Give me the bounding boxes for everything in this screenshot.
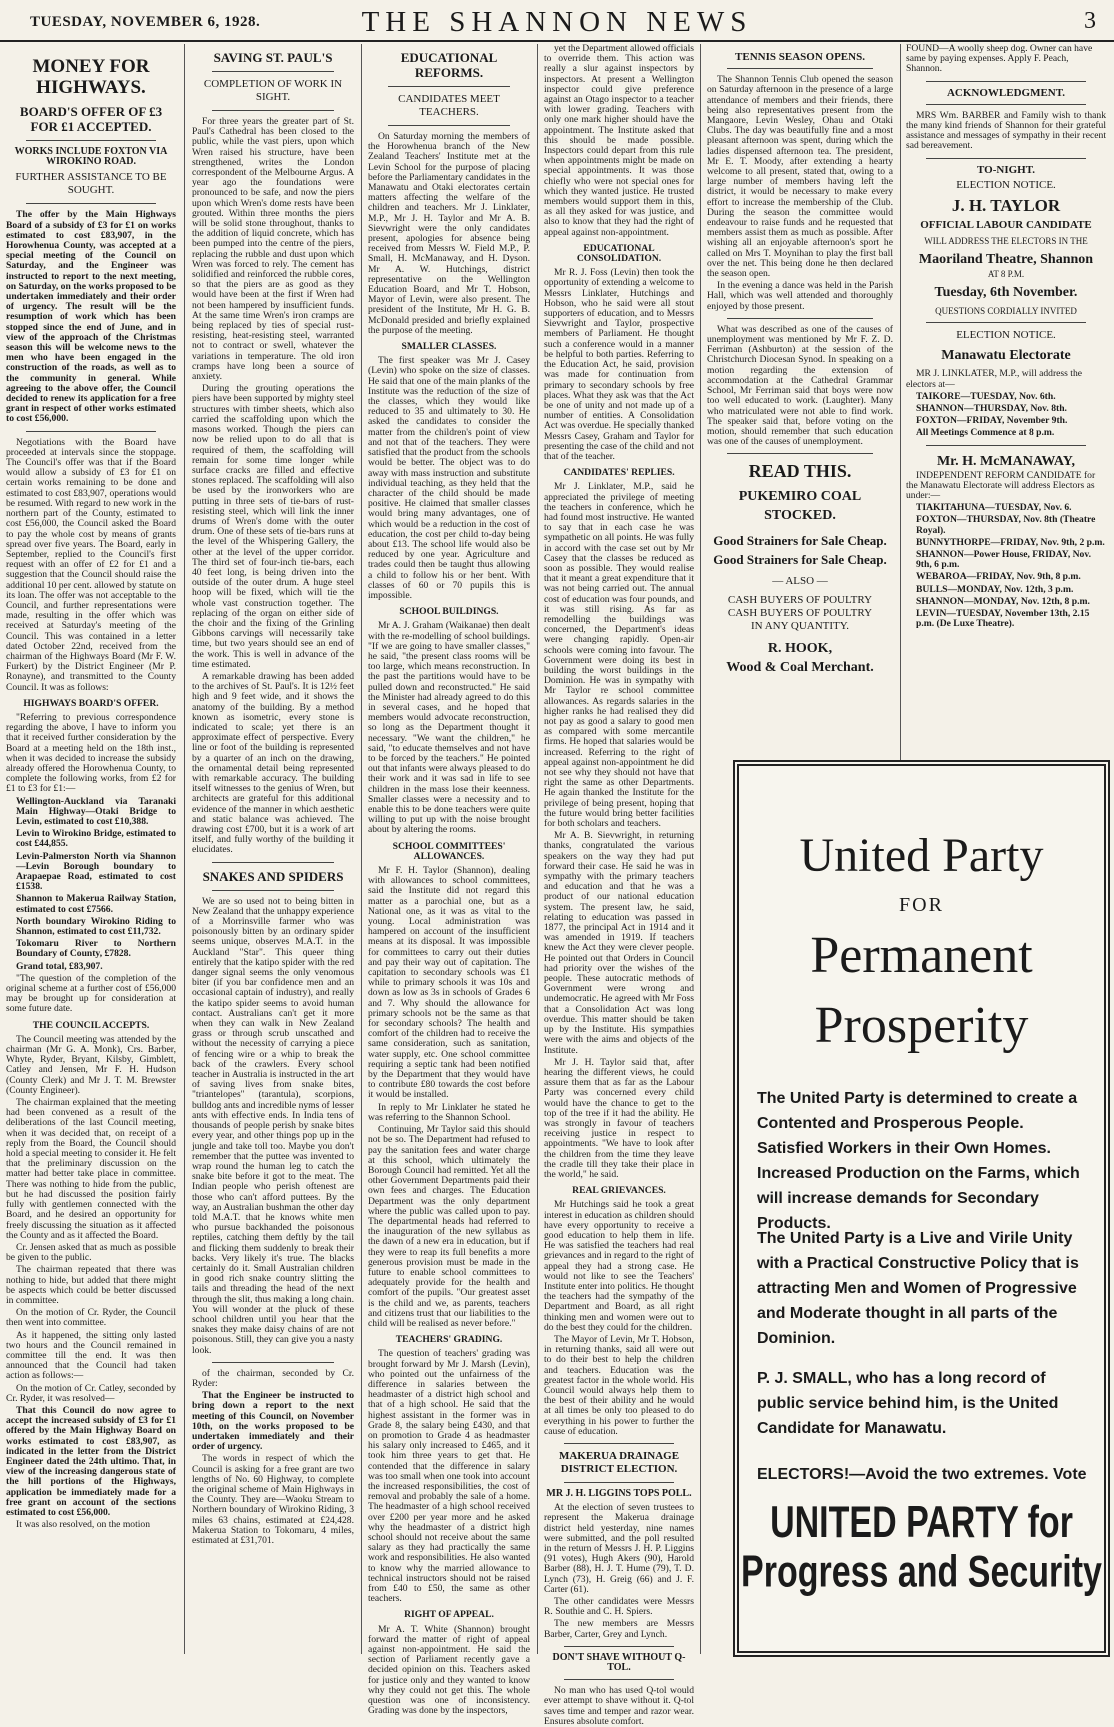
ad-line: QUESTIONS CORDIALLY INVITED <box>935 306 1077 317</box>
paragraph: On Saturday morning the members of the Horowhenua branch of the New Zealand Teachers' Institute met at the Levin School for the purpose of placing before the Parliamentary candidates in the Manawatu and Otaki electorates certain matters affecting the welfare of the children and teachers. Mr J. Linklater, M.P., Mr J. H. Taylor and Mr A. B. Sievwright were the only candidates present, apologies for absence being received from Messrs W. Field M.P., P. Small, H. McManaway, and H. Dyson. Mr A. W. Hutchings, district representative on the Wellington Education Board, and Mr T. Hobson, Mayor of Levin, were also present. The president of the Institute, Mr H. G. B. McDonald presided and briefly explained the purpose of the meeting. <box>368 131 530 336</box>
paragraph: During the grouting operations the piers have been supported by mighty steel structures with timber sheets, which also carried the scaffolding upon which the masons worked. Though the piers can now be relied upon to do all that is required of them, the scaffolding will remain for some time longer while surface cracks are filled and effective stones replaced. The scaffolding will also be used by the ironworkers who are putting in three sets of tie-bars of rust-resisting steel, which will link the inner drums of Wren's dome with the outer drum. One of these sets of tie-bars runs at the level of the Whispering Gallery, the other at the level of the upper corridor. The third set of four-inch tie-bars, each 40 feet long, is being driven into the outside of the outer drum. A huge steel hoop will be fixed, which will tie the whole vast construction together. The replacing of the organ on either side of the choir and the fixing of the Grinling Gibbons carvings will necessarily take time, but two years should see an end of the work. This is well in advance of the time estimated. <box>192 383 354 670</box>
paragraph: Cr. Jensen asked that as much as possible be given to the public. <box>6 1241 176 1264</box>
masthead <box>0 0 1114 42</box>
section-heading: TEACHERS' GRADING. <box>395 1334 503 1346</box>
paragraph: No man who has used Q-tol would ever attempt to shave without it. Q-tol saves time and temper and razor wear. Ensures absolute comfort. <box>544 1685 694 1727</box>
paragraph: The question of teachers' grading was brought forward by Mr J. Marsh (Levin), who pointed out the unfairness of the difference in salaries between the headmaster of a district high school and that of a high school. He said that the highest assistant in the former was in Grade 8, the salary being £430, and that on promotion to Grade 4 as headmaster his salary only increased to £465, and it took him three years to get that. He contended that the difference in salary was too small when one took into account the increased responsibilities, the cost of removal and probably the sale of a home. The headmaster of a high school received over £200 per year more and he asked why the headmaster of a district high school should not receive about the same salary as they had practically the same work and responsibilities. He also wanted to know why the married allowance to technical instructors should not be raised from £40 to £50, the same as other teachers. <box>368 1348 530 1605</box>
column-tennis-and-ads <box>707 44 893 754</box>
ad-line: WILL ADDRESS THE ELECTORS IN THE <box>924 235 1088 246</box>
paragraph: The chairman explained that the meeting had been convened as a result of the deliberations of the last Council meeting, when it was decided that, on receipt of a reply from the Board, the Council should hold a special meeting to consider it. He felt that the preliminary discussion on the matter had better take place in committee. There was nothing to hide from the public, but he had discussed the position fairly fully with gentlemen connected with the Board, and he desired an opportunity for freely discussing the situation as it affected the County and as it affected the Board. <box>6 1097 176 1241</box>
ad-line: CASH BUYERS OF POULTRY <box>727 607 873 620</box>
ad-line: ELECTION NOTICE. <box>956 178 1056 191</box>
paragraph: Mr A. T. White (Shannon) brought forward the matter of right of appeal against non-appointment. He said the section of Parliament recently gave a decided opinion on this. Teachers asked for justice only and they wanted to know why they could not get this. The whole question was one of inconsistency. Grading was done by the inspectors, <box>368 1623 530 1717</box>
ack-notice: MRS Wm. BARBER and Family wish to thank the many kind friends of Shannon for their grateful assistance and messages of sympathy in their recent sad bereavement. <box>906 109 1106 152</box>
advertisement-taylor <box>906 165 1106 317</box>
column-notices <box>906 44 1106 754</box>
subhead: BOARD'S OFFER OF £3 FOR £1 ACCEPTED. <box>19 104 163 134</box>
section-heading: THE COUNCIL ACCEPTS. <box>32 1019 150 1031</box>
paragraph: Mr A. J. Graham (Waikanae) then dealt with the re-modelling of school buildings. "If we are going to have smaller classes," he said, "the present class rooms will be too large, which means reconstruction. In the past the partitions would have to be pulled down and reconstructed." He said the Minister had already agreed to do this in several cases, and he hoped that members would advocate reconstruction, so long as the Department thought it necessary. "We want the children," he said, "to educate themselves and not have to be forced by the teachers." He pointed out that infants were always pleased to do their work and it was sad in life to see children in the mass lose their keenness. Smaller classes were a necessity and to enable this to be done teachers were quite willing to put up with the noise brought about by altering the rooms. <box>368 620 530 836</box>
ad-line: — ALSO — <box>772 575 828 588</box>
ad-line: Wood & Coal Merchant. <box>726 660 874 676</box>
headline: TENNIS SEASON OPENS. <box>735 51 865 63</box>
ad-line: MR J. LINKLATER, M.P., will address the electors at— <box>906 368 1083 390</box>
section-heading: SCHOOL BUILDINGS. <box>399 606 499 618</box>
ad-line: Good Strainers for Sale Cheap. <box>713 533 887 549</box>
list-item: Wellington-Auckland via Taranaki Main Highway—Otaki Bridge to Levin, estimated to cost £10,388. <box>16 795 176 827</box>
paragraph: Continuing, Mr Taylor said this should not be so. The Department had refused to pay the sanitation fees and water charge at this school, which ultimately the Borough Council had remitted. Yet all the other Government Departments paid their own fees and charges. The Education Department was the only department where the public was called upon to pay. The departmental heads had referred to the inauguration of the new syllabus as the dawn of a new era in education, but if they were to reap its full benefits a more generous provision must be made in the future to enable school committees to adequately provide for the health and comfort of the pupils. "Our greatest asset is the child and we, as parents, teachers and citizens trust that our liabilities to the child will be realised as never before." <box>368 1124 530 1329</box>
paragraph: The Shannon Tennis Club opened the season on Saturday afternoon in the presence of a large attendance of members and their friends, there being also representatives present from the Mangaore, Levin Wesley, Ohau and Otaki Clubs. The day was beautifully fine and a most pleasant afternoon was spent, during which the ladies dispensed afternoon tea. The president, Mr E. T. Moody, after extending a hearty welcome to all present, stated that, owing to a large number of members having left the district, it would be necessary to make every effort to increase the membership of the Club. During the season the committee would endeavour to raise funds and he requested that members assist them as much as possible. After wishing all an enjoyable afternoon's sport he called on Mrs T. Moynihan to play the first ball over the net. This being done he then declared the season open. <box>707 74 893 280</box>
headline: SNAKES AND SPIDERS <box>202 868 344 884</box>
paragraph: What was described as one of the causes of unemployment was mentioned by Mr F. Z. D. Ferriman (Ashburton) at the session of the Christchurch Diocesan Synod. In speaking on a motion regarding the extension of accommodation at the Cathedral Grammar School, Mr Ferriman said that boys were now too well educated to work. (Laughter). Many who matriculated were not able to find work. The speaker said that, before voting on the motion, should remember that such education was one of the causes of unemployment. <box>707 323 893 448</box>
list-item: Grand total, £83,907. <box>16 960 103 972</box>
ad-paragraph: The United Party is determined to create a Contented and Prosperous People. Satisfied Workers in their Own Homes. Increased Production on the Farms, which will increase demands for Secondary Products. <box>757 1090 1080 1232</box>
list-item: Levin-Palmerston North via Shannon—Levin Borough boundary to Arapaepae Road, estimated to cost £1538. <box>16 850 176 893</box>
paragraph: Mr R. J. Foss (Levin) then took the opportunity of extending a welcome to Messrs Linklater, Hutchings and Hobson, who he said were all stout supporters of education, and to Messrs Sievwright and Taylor, prospective members of Parliament. He thought such a conference would in a manner be helpful to both parties. Referring to the Education Act, he said, provision was made for continuation from primary to secondary schools by free places. What they ask was that the Act be one of unity and not made up of a number of entities. A Consolidation Act was overdue. He specially thanked Messrs Casey, Graham and Taylor for presenting the case of the child and not that of the teacher. <box>544 267 694 462</box>
paragraph: We are so used not to being bitten in New Zealand that the unhappy experience of a Morrinsville farmer who was poisonously bitten by an ordinary spider seems unique, observes M.A.T. in the Auckland "Star". This queer thing entirely that the katipo spider with the red danger signal seems the only venomous biter (if you bar confidence men and an occasional captain of industry), and really the katipo spider seems to avoid human contact. Australians can't get it more when they can walk in New Zealand grass or through scrub unscathed and without the necessity of carrying a piece of fencing wire or a whip to break the back of the crawlers. Every school teacher in Australia is instructed in the art of saving lives from snake bites, "triantelopes" (tarantula), scorpions, bulldog ants and incredible nyms of lesser ants with effective ends. In India tens of thousands of people perish by snake bites every year, and other things pop up in the jungle and take toll too. Maybe you don't remember that the puttee was invented to wrap round the human leg to catch the snake bite before it got to the meat. The Indian people who perish oftenest are those who can't afford puttees. By the way, an Australian bushman the other day told M.A.T. that he knows white men who pursue backhanded the poisonous reptiles, catching them deftly by the tail and flicking them suddenly to break their backs. Very likely it's true. The blacks certainly do it. Small Australian children in good rich snake country slitting the tails and threading the head of the next through the slit, thus making a long chain. You will wonder at the pluck of these school children until you hear that the snakes they make daisy chains of are not poisonous. Still, they can give you a nasty look. <box>192 895 354 1356</box>
paragraph: yet the Department allowed officials to override them. This action was really a slur against inspectors by inspectors. At present a Wellington inspector could give preference against an Otago inspector to a teacher with lower grading. Teachers with only one mark higher should have the appointment. The Institute asked that this should be made possible. Inspectors could depart from this rule when appointments might be made on special appointments. It was those chiefly who were not special ones for which they wanted justice. He trusted members would support them in this, as all they asked for was justice, and also to know that they had the right of appeal against non-appointment. <box>544 43 694 238</box>
newspaper-title: THE SHANNON NEWS <box>361 6 753 38</box>
list-item: SHANNON—MONDAY, Nov. 12th, 8 p.m. <box>916 595 1090 607</box>
deck: MR J. H. LIGGINS TOPS POLL. <box>546 1488 692 1500</box>
advertisement-linklater <box>906 329 1106 438</box>
list-item: TAIKORE—TUESDAY, Nov. 6th. <box>916 390 1056 402</box>
paragraph: At the election of seven trustees to represent the Makerua drainage district held yesterday, nine names were submitted, and the poll resulted in the return of Messrs J. H. P. Liggins (91 votes), Hugh Akers (90), Harold Barber (88), H. J. T. Hume (79), T. D. Lynch (73), H. Greig (66) and J. F. Carter (61). <box>544 1502 694 1595</box>
ack-heading: ACKNOWLEDGMENT. <box>946 86 1066 99</box>
ad-slogan: ELECTORS!—Avoid the two extremes. Vote <box>757 1466 1087 1483</box>
section-heading: EDUCATIONAL CONSOLIDATION. <box>576 242 662 265</box>
article-educational-reforms <box>368 44 530 1717</box>
deck: WORKS INCLUDE FOXTON VIA WIROKINO ROAD. <box>14 146 168 168</box>
ad-line: CASH BUYERS OF POULTRY <box>727 594 873 607</box>
ad-heading: READ THIS. <box>748 461 852 482</box>
paragraph: of the chairman, seconded by Cr. Ryder: <box>192 1367 354 1389</box>
paragraph: As it happened, the sitting only lasted two hours and the Council remained in committee till the end. It was then announced that the Council had taken action as follows:— <box>6 1329 176 1382</box>
column-rule <box>537 44 538 1654</box>
section-heading: SCHOOL COMMITTEES' ALLOWANCES. <box>392 840 506 862</box>
ad-paragraph: P. J. SMALL, who has a long record of public service behind him, is the United Candidate for Manawatu. <box>757 1370 1059 1437</box>
list-item: BUNNYTHORPE—FRIDAY, Nov. 9th, 2 p.m. <box>916 536 1105 548</box>
ad-line: Tuesday, 6th November. <box>934 285 1078 301</box>
paragraph: Mr J. Linklater, M.P., said he appreciated the privilege of meeting the teachers in conference, which he had found most instructive. He wanted to say that in each case he was sympathetic on all points. He was fully in accord with the case set out by Mr Casey that the classes be reduced as soon as possible. They would realise that it meant a great expenditure that it was not being carried out. The annual cost of education was four pounds, and it was still rising. As far as remodelling the buildings was concerned, the Department's ideas were changing rapidly. Open-air schools were coming into favour. The Government were doing its best in building the worst buildings in the Dominion. He was in sympathy with Mr Taylor re school committee allowances. As regards salaries in the higher ranks he had realised they did not pay as good a salary to good men as compared with some mercantile firms. He hoped that salaries would be increased. Referring to the right of appeal against non-appointment he did not see why they should not have that right the same as other Departments. He again thanked the Institute for the privilege of being present, hoping that the future would bring better facilities for both scholars and teachers. <box>544 481 695 830</box>
ad-title-line: Permanent <box>810 927 1033 984</box>
paragraph: For three years the greater part of St. Paul's Cathedral has been closed to the public, while the vast piers, upon which Wren raised his structure, have been strengthened, writes the London correspondent of the Melbourne Argus. A year ago the foundations were pronounced to be safe, and now the piers upon which Wren's dome rests have been grouted. Within three months the piers will be solid stone throughout, thanks to the addition of liquid concrete, which has been pumped into the centre of the piers, replacing the rubble and dust upon which Wren was forced to rely. The cement has solidified and reinforced the rubble cores, so that the piers are as good as they would have been at the first if Wren had not been hampered by insufficient funds. At the same time Wren's iron cramps are being replaced by ties of special rust-resisting, heat-resisting steel, warranted not to contract or swell, whatever the variations in temperature. The old iron cramps have long been a source of anxiety. <box>192 116 354 383</box>
headline: MONEY FOR HIGHWAYS. <box>32 56 150 98</box>
section-heading: REAL GRIEVANCES. <box>572 1185 666 1197</box>
issue-date: TUESDAY, NOVEMBER 6, 1928. <box>30 14 261 30</box>
article-money-for-highways <box>6 44 176 1654</box>
ad-line: INDEPENDENT REFORM CANDIDATE for the Manawatu Electorate will address Electors as under:— <box>906 469 1096 502</box>
advertisement-hook-coal <box>707 462 893 677</box>
paragraph: In the evening a dance was held in the Parish Hall, which was well attended and thoroughly enjoyed by those present. <box>707 280 893 312</box>
paragraph: On the motion of Cr. Ryder, the Council then went into committee. <box>6 1307 176 1329</box>
list-item: North boundary Wirokino Riding to Shannon, estimated to cost £11,732. <box>16 915 176 938</box>
ad-line: Manawatu Electorate <box>941 348 1071 364</box>
section-heading: HIGHWAYS BOARD'S OFFER. <box>23 697 159 709</box>
deck: FURTHER ASSISTANCE TO BE SOUGHT. <box>15 171 167 197</box>
paragraph: A remarkable drawing has been added to the archives of St. Paul's. It is 12½ feet high and 9 feet wide, and it shows the anatomy of the building. By a method known as isometric, every stone is indicated to scale; yet there is an approximate effect of perspective. Every line or foot of the building is represented by a quarter of an inch on the drawing, the ornamental detail being represented with remarkable accuracy. The building itself witnesses to the genius of Wren, but architects are grateful for this additional evidence of the manner in which aesthetic and static balance was achieved. The drawing cost £700, but it is a work of art itself, and fully worthy of the building it elucidates. <box>192 670 354 856</box>
paragraph: Negotiations with the Board have proceeded at intervals since the stoppage. The Council's offer was that if the Board would allow a subsidy of £3 for £1 on certain works remaining to be done and estimated to cost £83,907, operations would be resumed. With regard to new work in the northern part of the County, estimated to cost £56,000, the Council asked the Board to pay the whole cost by means of grants spread over five years. The Board, early in September, replied to the Council's first request with an offer of £2 for £1 and a suggestion that the Council should raise the additional 10 per cent. allowed by statute on its loan. The offer was not acceptable to the Council, and further representations were made, resulting in the offer which was received at Saturday's meeting of the Council. This was contained in a letter dated October 22nd, received from the chairman of the Highways Board (Mr F. W. Furkert) by the District Engineer (Mr P. Ronayne), and transmitted to the County Council. It was as follows: <box>6 436 176 693</box>
paragraph: Mr Hutchings said he took a great interest in education as children should have every opportunity to receive a good education to help them in life. He was satisfied the teachers had real grievances and in regard to the right of appeal they had a strong case. He would not like to see the Teachers' Institute enter into politics. He thought the teachers had the sympathy of the Department and Board, as all right thinking men and women were out to do the best they could for the children. <box>544 1199 694 1333</box>
ad-title-line: United Party <box>799 829 1044 882</box>
advertisement-mcmanaway <box>906 452 1106 630</box>
paragraph: The first speaker was Mr J. Casey (Levin) who spoke on the size of classes. He said that one of the main planks of the Institute was the reduction of the size of the classes, which they would like reduced to 35 and ultimately to 30. He asked the candidates to consider the matter from the children's point of view and not that of the teachers. They were satisfied that the product from the schools would be better. The object was to do away with mass instruction and substitute individual teaching, as they held that the character of the child should be made positive. He claimed that smaller classes would bring many advantages, one of which would be a reduction in the cost of education, the cost per child to-day being about £13. The school life would also be reduced by one year. Agriculture and trades could then be taught thus allowing a child to follow his or her bent. With classes of 60 or 70 pupils this is impossible. <box>368 355 530 601</box>
column-rule <box>361 44 362 1654</box>
resolution: That this Council do now agree to accept the increased subsidy of £3 for £1 offered by the Main Highway Board on works estimated to cost £83,907, as indicated in the letter from the District Engineer dated the 24th ultimo. That, in view of the increasing dangerous state of the hill portions of the Highways, application be immediately made for a free grant on account of the sections estimated to cost £56,000. <box>6 1404 176 1518</box>
ad-line: AT 8 P.M. <box>987 269 1025 280</box>
lead-paragraph: The offer by the Main Highways Board of a subsidy of £3 for £1 on works estimated to cost £83,907, in the Horowhenua County, was accepted at a special meeting of the Council on Saturday, and the Engineer was instructed to report to the next meeting, on Saturday, on the works proposed to be undertaken immediately and their order of urgency. The result will be the resumption of work which has been stopped since the end of June, and in view of the approach of the Christmas season this will be welcome news to the men who have been engaged in the construction of the roads, as well as to the community in general. While agreeing to the above offer, the Council decided to renew its application for a free grant in respect of other works estimated to cost £56,000. <box>6 209 176 425</box>
paragraph: Mr A. B. Sievwright, in returning thanks, congratulated the various speakers on the way they had put forward their case. He said he was in sympathy with the primary teachers and education and that he was a product of our national education system. The present law, he said, relating to education was passed in 1877, the principal Act in 1914 and it was amended in 1919. If teachers knew the Act they were clever people. He pointed out that Orders in Council had priority over the wishes of the people. These autocratic methods of Government were wrong and undemocratic. He agreed with Mr Foss that a Consolidation Act was long overdue. This matter should be taken up by the Institute. His sympathies were with the aims and objects of the Institute. <box>544 830 694 1056</box>
list-item: WEBAROA—FRIDAY, Nov. 9th, 8 p.m. <box>916 571 1081 583</box>
advertisement-united-party <box>733 760 1110 1657</box>
ad-line: IN ANY QUANTITY. <box>750 620 850 633</box>
list-item: FOXTON—THURSDAY, Nov. 8th (Theatre Royal). <box>916 514 1096 536</box>
article-saving-st-pauls <box>192 44 354 1654</box>
headline: SAVING ST. PAUL'S <box>213 50 333 65</box>
paragraph: The chairman repeated that there was nothing to hide, but added that there might be aspects which could be better discussed in committee. <box>6 1264 176 1306</box>
list-item: Shannon to Makerua Railway Station, estimated to cost £7566. <box>16 893 176 915</box>
list-item: Levin to Wirokino Bridge, estimated to cost £44,855. <box>16 828 176 850</box>
section-heading: CANDIDATES' REPLIES. <box>563 467 675 479</box>
ad-line: Mr. H. McMANAWAY, <box>936 453 1076 469</box>
paragraph: Mr F. H. Taylor (Shannon), dealing with allowances to school committees, said the Institute did not regard this matter as a parochial one, but as a National one, as it was as vital to the young. Local administration was hampered on account of the insufficient means at its disposal. It was impossible for committees to carry out their duties and pay their way out of capitation. The capitation to secondary schools was £1 while to primary schools it was 10s and down as low as 3s in schools of Grades 6 and 7. Why should the allowance for primary schools not be the same as that for secondary schools? The health and comfort of the children had to receive the same consideration, such as sanitation, water supply, etc. One school committee requiring a septic tank had been notified by the Department that they would have to contribute £80 towards the cost before it would be installed. <box>368 865 530 1101</box>
ad-title-line: Prosperity <box>814 997 1029 1054</box>
found-notice: FOUND—A woolly sheep dog. Owner can have same by paying expenses. Apply F. Peach, Shannon. <box>906 43 1093 75</box>
paragraph: Mr J. H. Taylor said that, after hearing the different views, he could assure them that as far as the Labour Party was concerned every child would have the chance to get to the top of the tree if it had the ability. He was strongly in favour of teachers receiving justice in respect to appointments. "We have to look after the children from the time they leave the cradle till they take their place in the world," he said. <box>544 1056 694 1180</box>
section-heading: SMALLER CLASSES. <box>401 341 497 353</box>
column-rule <box>700 44 701 1654</box>
paragraph: The Council meeting was attended by the chairman (Mr G. A. Monk), Crs. Barber, Whyte, Ryder, Bryant, Kilsby, Gimblett, Catley and Jensen, Mr F. H. Hudson (County Clerk) and Mr J. T. M. Brewster (County Engineer). <box>6 1033 176 1096</box>
ad-paragraph: The United Party is a Live and Virile Unity with a Practical Constructive Policy that is attracting Men and Women of Progressive and Moderate thought in all parts of the Dominion. <box>757 1230 1079 1347</box>
paragraph: The new members are Messrs Barber, Carter, Grey and Lynch. <box>544 1618 694 1640</box>
list-item: LEVIN—TUESDAY, November 13th, 2.15 p.m. (De Luxe Theatre). <box>916 608 1090 630</box>
headline: EDUCATIONAL REFORMS. <box>400 50 498 80</box>
paragraph: In reply to Mr Linklater he stated he was referring to the Shannon School. <box>368 1101 530 1123</box>
article-educational-reforms-continued <box>544 43 695 1727</box>
paragraph: "Referring to previous correspondence regarding the above, I have to inform you that it received further consideration by the Board at a meeting held on the 18th inst., when it was decided to increase the subsidy already offered the Horowhenua County, to complete the following works, from £2 for £1 to £3 for £1:— <box>6 711 176 795</box>
headline: DON'T SHAVE WITHOUT Q-TOL. <box>552 1651 686 1674</box>
ad-slogan-large: UNITED PARTY for Progress and Security <box>741 1498 1102 1597</box>
list-item: TIAKITAHUNA—TUESDAY, Nov. 6. <box>916 502 1072 514</box>
paragraph: "The question of the completion of the original scheme at a further cost of £56,000 may be brought up for consideration at some future date. <box>6 972 176 1015</box>
paragraph: The other candidates were Messrs R. Southie and C. H. Spiers. <box>544 1596 694 1618</box>
ad-line: Maoriland Theatre, Shannon <box>918 252 1094 268</box>
paragraph: The Mayor of Levin, Mr T. Hobson, in returning thanks, said all were out to do their best to help the children and teachers. Education was the greatest factor in the whole world. His Council would always help them to the best of their ability and he would at all times be only too pleased to do everything in his power to further the cause of education. <box>544 1333 694 1437</box>
ad-title-line: FOR <box>899 894 944 916</box>
deck: COMPLETION OF WORK IN SIGHT. <box>203 78 343 103</box>
resolution: That the Engineer be instructed to bring down a report to the next meeting of this Council, on November 10th, on the works proposed to be undertaken immediately and their order of urgency. <box>192 1390 354 1453</box>
page-number: 3 <box>1084 8 1096 34</box>
ad-line: J. H. TAYLOR <box>951 195 1061 215</box>
ad-line: Good Strainers for Sale Cheap. <box>713 552 887 568</box>
list-item: SHANNON—THURSDAY, Nov. 8th. <box>916 403 1067 415</box>
column-rule <box>184 44 185 1654</box>
paragraph: It was also resolved, on the motion <box>16 1519 151 1531</box>
ad-line: PUKEMIRO COAL STOCKED. <box>738 489 862 524</box>
ad-line: ELECTION NOTICE. <box>956 329 1056 342</box>
ad-line: OFFICIAL LABOUR CANDIDATE <box>920 218 1092 231</box>
list-item: BULLS—MONDAY, Nov. 12th, 3 p.m. <box>916 583 1074 595</box>
list-item: SHANNON—Power House, FRIDAY, Nov. 9th, 6 p.m. <box>916 549 1092 571</box>
ad-line: TO-NIGHT. <box>977 163 1035 176</box>
paragraph: On the motion of Cr. Catley, seconded by Cr. Ryder, it was resolved— <box>6 1382 176 1404</box>
list-item: Tokomaru River to Northern Boundary of County, £7828. <box>16 938 176 960</box>
headline: MAKERUA DRAINAGE DISTRICT ELECTION. <box>558 1450 680 1476</box>
ad-line: R. HOOK, <box>767 641 833 657</box>
list-item: All Meetings Commence at 8 p.m. <box>916 427 1055 439</box>
section-heading: RIGHT OF APPEAL. <box>404 1609 494 1621</box>
list-item: FOXTON—FRIDAY, November 9th. <box>916 415 1068 427</box>
deck: CANDIDATES MEET TEACHERS. <box>398 93 500 118</box>
paragraph: The words in respect of which the Council is asking for a free grant are two lengths of No. 60 Highway, to complete the original scheme of Main Highways in the County. They are—Waoku Stream to Northern boundary of Wirokino Riding, 3 miles 63 chains, estimated at £24,428. Makerua Station to Tokomaru, 4 miles, estimated at £31,701. <box>192 1453 354 1547</box>
